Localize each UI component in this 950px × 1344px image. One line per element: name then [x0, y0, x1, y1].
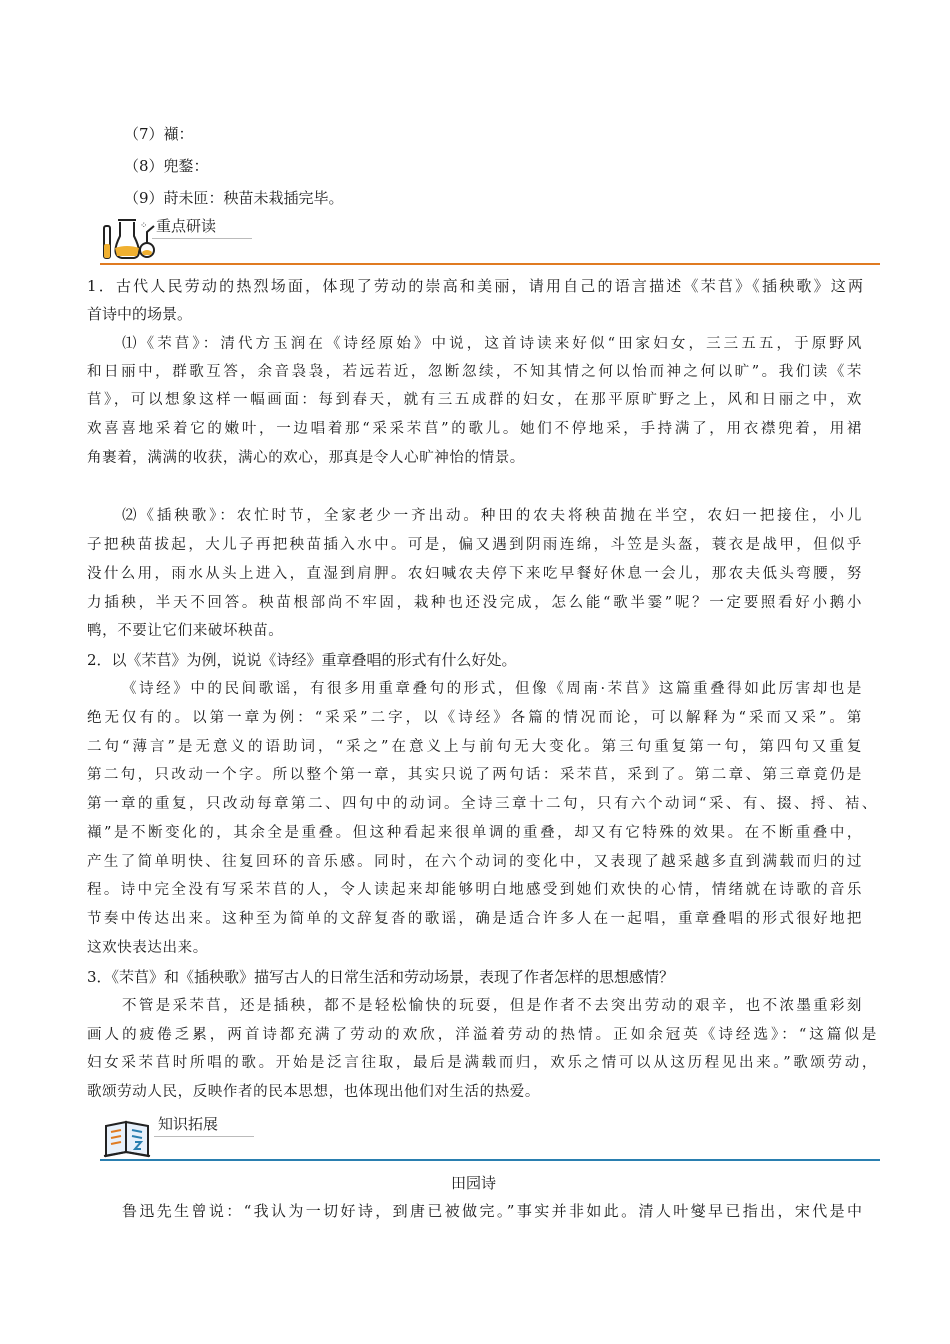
- answer-2-line-3: 二句“薄言”是无意义的语助词，“采之”在意义上与前句无大变化。第三句重复第一句，第四句又重复: [87, 739, 862, 755]
- answer-1a-line-4: 欢喜喜地采着它的嫩叶，一边唱着那“采采芣苢”的歌儿。她们不停地采，手持满了，用衣襟兜着，用裙: [87, 421, 862, 437]
- answer-1a-line-3: 苢》，可以想象这样一幅画面：每到春天，就有三五成群的妇女，在那平原旷野之上，风和日丽之中，欢: [87, 392, 862, 408]
- answer-2-line-2: 绝无仅有的。以第一章为例：“采采”二字，以《诗经》各篇的情况而论，可以解释为“采而又采”。第: [87, 710, 862, 726]
- section-title-knowledge-extension: 知识拓展: [158, 1115, 219, 1133]
- answer-3-line-4: 歌颂劳动人民，反映作者的民本思想，也体现出他们对生活的热爱。: [87, 1084, 540, 1100]
- answer-1a-line-1: ⑴《芣苢》：清代方玉润在《诗经原始》中说，这首诗读来好似“田家妇女，三三五五，于原野风: [122, 336, 862, 352]
- answer-2-line-7: 产生了简单明快、往复回环的音乐感。同时，在六个动词的变化中，又表现了越采越多直到满载而归的过: [87, 854, 862, 870]
- book-icon: [102, 1116, 154, 1158]
- question-1-line-1: 1．古代人民劳动的热烈场面，体现了劳动的崇高和美丽，请用自己的语言描述《芣苢》《插秧歌》这两: [87, 277, 863, 295]
- extension-heading: 田园诗: [451, 1174, 497, 1192]
- answer-1b-line-4: 力插秧，半天不回答。秧苗根部尚不牢固，栽种也还没完成，怎么能“歌半霎”呢？一定要照看好小鹅小: [87, 595, 862, 611]
- section-divider-blue: [100, 1159, 880, 1161]
- answer-2-line-6: 襭”是不断变化的，其余全是重叠。但这种看起来很单调的重叠，却又有它特殊的效果。在不断重叠中，: [87, 825, 862, 841]
- answer-3-line-1: 不管是采芣苢，还是插秧，都不是轻松愉快的玩耍，但是作者不去突出劳动的艰辛，也不浓墨重彩刻: [122, 998, 862, 1014]
- note-8: （8）兜鍪：: [124, 157, 209, 175]
- lab-flask-icon: [100, 216, 158, 262]
- answer-1b-line-2: 子把秧苗拔起，大儿子再把秧苗插入水中。可是，偏又遇到阴雨连绵，斗笠是头盔，蓑衣是战甲，但似乎: [87, 537, 862, 553]
- answer-1a-line-5: 角裹着，满满的收获，满心的欢心，那真是令人心旷神怡的情景。: [87, 450, 525, 466]
- svg-text:⁘: ⁘: [140, 221, 148, 231]
- answer-2-line-1: 《诗经》中的民间歌谣，有很多用重章叠句的形式，但像《周南·芣苢》这篇重叠得如此厉害却也是: [122, 681, 862, 697]
- answer-1a-line-2: 和日丽中，群歌互答，余音袅袅，若远若近，忽断忽续，不知其情之何以怡而神之何以旷”。我们读《芣: [87, 364, 862, 380]
- answer-1b-line-3: 没什么用，雨水从头上进入，直湿到肩胛。农妇喊农夫停下来吃早餐好休息一会儿，那农夫低头弯腰，努: [87, 566, 862, 582]
- answer-1b-line-5: 鸭，不要让它们来破坏秧苗。: [87, 623, 284, 639]
- note-7: （7）襭：: [124, 125, 194, 143]
- answer-2-line-9: 节奏中传达出来。这种至为简单的文辞复沓的歌谣，确是适合许多人在一起唱，重章叠唱的形式很好地把: [87, 911, 862, 927]
- answer-3-line-3: 妇女采芣苢时所唱的歌。开始是泛言往取，最后是满载而归，欢乐之情可以从这历程见出来。”歌颂劳动，: [87, 1055, 877, 1071]
- note-9: （9）莳未匝：秧苗未栽插完毕。: [124, 189, 344, 207]
- extension-paragraph: 鲁迅先生曾说：“我认为一切好诗，到唐已被做完。”事实并非如此。清人叶燮早已指出，宋代是中: [122, 1202, 862, 1220]
- section-title-underline-2: [154, 1136, 254, 1137]
- section-title-key-reading: 重点研读: [156, 217, 217, 235]
- answer-2-line-10: 这欢快表达出来。: [87, 940, 208, 956]
- question-3: 3．《芣苢》和《插秧歌》描写古人的日常生活和劳动场景，表现了作者怎样的思想感情？: [87, 968, 675, 986]
- answer-1b-line-1: ⑵《插秧歌》：农忙时节，全家老少一齐出动。种田的农夫将秧苗抛在半空，农妇一把接住，小儿: [122, 508, 862, 524]
- answer-2-line-8: 程。诗中完全没有写采芣苢的人，令人读起来却能够明白地感受到她们欢快的心情，情绪就在诗歌的音乐: [87, 882, 862, 898]
- answer-2-line-5: 第一章的重复，只改动每章第二、四句中的动词。全诗三章十二句，只有六个动词“采、有、掇、捋、袺、: [87, 796, 877, 812]
- answer-3-line-2: 画人的疲倦乏累，两首诗都充满了劳动的欢欣，洋溢着劳动的热情。正如余冠英《诗经选》：“这篇似是: [87, 1027, 877, 1043]
- section-divider-orange: [100, 263, 880, 265]
- section-title-underline: [152, 238, 252, 239]
- question-1-line-2: 首诗中的场景。: [87, 305, 193, 323]
- question-2: 2．以《芣苢》为例，说说《诗经》重章叠唱的形式有什么好处。: [87, 651, 517, 669]
- answer-2-line-4: 第二句，只改动一个字。所以整个第一章，其实只说了两句话：采芣苢，采到了。第二章、第三章竟仍是: [87, 767, 862, 783]
